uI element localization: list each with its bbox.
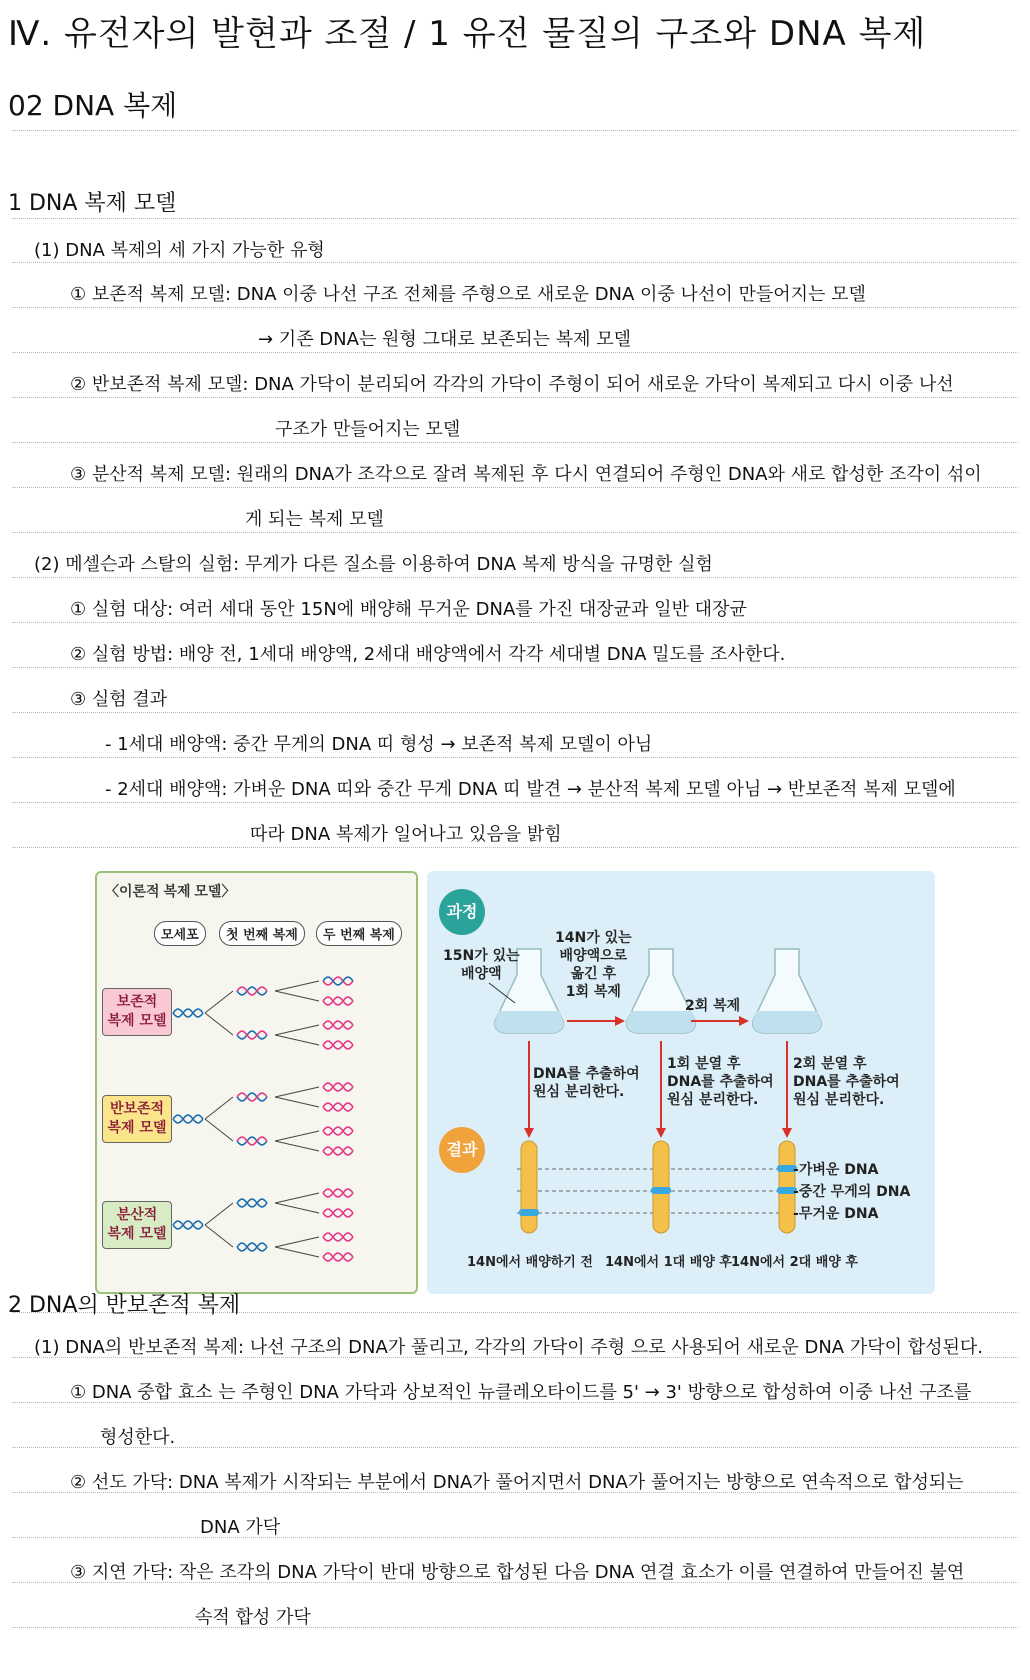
dna-helix-icon (173, 1221, 203, 1229)
dna-helix-icon (323, 1041, 353, 1049)
dna-helix-icon (323, 1147, 353, 1155)
s2-sub3: ③ 지연 가닥: 작은 조각의 DNA 가닥이 반대 방향으로 합성된 다음 DNA 연결 효소가 이를 연결하여 만들어진 불연 (70, 1562, 965, 1583)
item2-sub1: ① 실험 대상: 여러 세대 동안 15N에 배양해 무거운 DNA를 가진 대장균과 일반 대장균 (70, 599, 747, 620)
flask-icon (627, 949, 696, 1033)
experiment-panel (427, 871, 935, 1294)
column-first-replication: 첫 번째 복제 (219, 921, 305, 946)
extract-label-2: 1회 분열 후 DNA를 추출하여 원심 분리한다. (667, 1056, 774, 1108)
item1-sub3: ③ 분산적 복제 모델: 원래의 DNA가 조각으로 잘려 복제된 후 다시 연결되어 주형인 DNA와 새로 합성한 조각이 섞이 (70, 464, 982, 485)
band-label-heavy: -무거운 DNA (793, 1206, 879, 1222)
dna-helix-icon (323, 1103, 353, 1111)
dna-helix-icon (173, 1115, 203, 1123)
item2-dash1: - 1세대 배양액: 중간 무게의 DNA 띠 형성 → 보존적 복제 모델이 아님 (105, 734, 653, 755)
s2-sub1: ① DNA 중합 효소 는 주형인 DNA 가닥과 상보적인 뉴클레오타이드를 5' → 3' 방향으로 합성하여 이중 나선 구조를 (70, 1382, 972, 1403)
tube-caption-gen2: 14N에서 2대 배양 후 (731, 1255, 858, 1270)
flask-label-14n: 14N가 있는 배양액으로 옮긴 후 1회 복제 (555, 930, 632, 1000)
item2-dash2-cont: 따라 DNA 복제가 일어나고 있음을 밝힘 (250, 824, 562, 845)
dna-helix-icon (323, 1083, 353, 1091)
test-tube-icon (651, 1141, 671, 1233)
branch-line (275, 1203, 319, 1213)
arrow-right-icon (691, 1016, 749, 1026)
item2-label: (2) 메셀슨과 스탈의 실험: 무게가 다른 질소를 이용하여 DNA 복제 방식을 규명한 실험 (34, 554, 713, 575)
band-label-light: -가벼운 DNA (793, 1162, 879, 1178)
meselson-stahl-figure (95, 871, 935, 1294)
dna-helix-icon (323, 1021, 353, 1029)
dna-helix-icon (323, 1233, 353, 1241)
dna-helix-icon (237, 987, 267, 995)
extract-label-1: DNA를 추출하여 원심 분리한다. (533, 1066, 640, 1100)
dna-helix-icon (323, 1253, 353, 1261)
arrow-right-icon (567, 1016, 625, 1026)
s2-sub3-cont: 속적 합성 가닥 (195, 1607, 311, 1628)
process-badge: 과정 (439, 889, 485, 935)
column-second-replication: 두 번째 복제 (316, 921, 402, 946)
page-subtitle: 02 DNA 복제 (8, 89, 178, 122)
dna-helix-icon (237, 987, 267, 995)
dna-helix-icon (237, 1243, 267, 1251)
dna-helix-icon (237, 1199, 267, 1207)
dna-helix-icon (237, 1137, 267, 1145)
branch-line (275, 1087, 319, 1097)
tube-caption-before: 14N에서 배양하기 전 (467, 1255, 593, 1270)
flask-icon (753, 949, 822, 1033)
branch-line (205, 1225, 233, 1247)
dna-helix-icon (237, 1243, 267, 1251)
arrow-down-icon (782, 1041, 792, 1138)
branch-line (275, 1035, 319, 1045)
section2-heading: 2 DNA의 반보존적 복제 (8, 1293, 241, 1318)
branch-line (275, 1193, 319, 1203)
dna-helix-icon (323, 1233, 353, 1241)
branch-line (275, 981, 319, 991)
section1-heading: 1 DNA 복제 모델 (8, 191, 177, 216)
dna-helix-icon (323, 1189, 353, 1197)
branch-line (205, 1097, 233, 1119)
branch-line (275, 1237, 319, 1247)
dna-helix-icon (323, 1041, 353, 1049)
dna-helix-icon (323, 977, 353, 985)
dna-helix-icon (237, 1031, 267, 1039)
branch-line (205, 1119, 233, 1141)
theoretical-models-panel (95, 871, 418, 1294)
dna-helix-icon (237, 1093, 267, 1101)
item1-sub3-cont: 게 되는 복제 모델 (245, 509, 384, 530)
dna-helix-icon (323, 1103, 353, 1111)
item1-sub1-cont: → 기존 DNA는 원형 그대로 보존되는 복제 모델 (258, 329, 631, 350)
s2-item1: (1) DNA의 반보존적 복제: 나선 구조의 DNA가 풀리고, 각각의 가닥이 주형 으로 사용되어 새로운 DNA 가닥이 합성된다. (34, 1337, 983, 1358)
dna-helix-icon (323, 1209, 353, 1217)
item2-sub2: ② 실험 방법: 배양 전, 1세대 배양액, 2세대 배양액에서 각각 세대별 DNA 밀도를 조사한다. (70, 644, 786, 665)
dna-helix-icon (237, 1093, 267, 1101)
page-title: Ⅳ. 유전자의 발현과 조절 / 1 유전 물질의 구조와 DNA 복제 (8, 14, 927, 54)
arrow-down-icon (656, 1041, 666, 1138)
item1-sub1: ① 보존적 복제 모델: DNA 이중 나선 구조 전체를 주형으로 새로운 DNA 이중 나선이 만들어지는 모델 (70, 284, 866, 305)
branch-line (205, 1013, 233, 1035)
dna-replication-tree (97, 873, 420, 1296)
s2-sub2: ② 선도 가닥: DNA 복제가 시작되는 부분에서 DNA가 풀어지면서 DNA가 풀어지는 방향으로 연속적으로 합성되는 (70, 1472, 964, 1493)
models-panel-title: 〈이론적 복제 모델〉 (105, 883, 236, 899)
model-dispersive: 분산적 복제 모델 (102, 1201, 172, 1249)
item2-dash2: - 2세대 배양액: 가벼운 DNA 띠와 중간 무게 DNA 띠 발견 → 분산적 복제 모델 아님 → 반보존적 복제 모델에 (105, 779, 956, 800)
dna-helix-icon (237, 1031, 267, 1039)
item1-sub2-cont: 구조가 만들어지는 모델 (275, 419, 461, 440)
dna-helix-icon (323, 1209, 353, 1217)
dna-helix-icon (323, 1189, 353, 1197)
branch-line (275, 1097, 319, 1107)
branch-line (205, 1203, 233, 1225)
branch-line (205, 991, 233, 1013)
test-tube-icon (519, 1141, 539, 1233)
branch-line (275, 991, 319, 1001)
dna-helix-icon (323, 997, 353, 1005)
item1-label: (1) DNA 복제의 세 가지 가능한 유형 (34, 240, 325, 261)
dna-helix-icon (173, 1115, 203, 1123)
dna-helix-icon (323, 1127, 353, 1135)
dna-helix-icon (173, 1009, 203, 1017)
dna-helix-icon (237, 1137, 267, 1145)
column-parent-cell: 모세포 (154, 921, 206, 946)
branch-line (275, 1141, 319, 1151)
model-semiconservative: 반보존적 복제 모델 (102, 1095, 172, 1143)
dna-helix-icon (323, 997, 353, 1005)
dna-helix-icon (173, 1009, 203, 1017)
dna-helix-icon (323, 1147, 353, 1155)
dna-helix-icon (237, 1199, 267, 1207)
dna-helix-icon (323, 1253, 353, 1261)
flask-label-15n: 15N가 있는 배양액 (443, 948, 520, 982)
s2-sub1-cont: 형성한다. (100, 1427, 176, 1448)
dna-helix-icon (173, 1221, 203, 1229)
branch-line (275, 1025, 319, 1035)
arrow-label-second-replication: 2회 복제 (685, 998, 741, 1014)
branch-line (275, 1131, 319, 1141)
dna-helix-icon (323, 1021, 353, 1029)
dna-helix-icon (323, 1127, 353, 1135)
dna-helix-icon (323, 977, 353, 985)
result-badge: 결과 (439, 1127, 485, 1173)
dna-helix-icon (323, 1083, 353, 1091)
tube-caption-gen1: 14N에서 1대 배양 후 (605, 1255, 732, 1270)
band-label-intermediate: -중간 무게의 DNA (793, 1184, 911, 1200)
item2-sub3: ③ 실험 결과 (70, 689, 168, 710)
item1-sub2: ② 반보존적 복제 모델: DNA 가닥이 분리되어 각각의 가닥이 주형이 되어 새로운 가닥이 복제되고 다시 이중 나선 (70, 374, 954, 395)
extract-label-3: 2회 분열 후 DNA를 추출하여 원심 분리한다. (793, 1056, 900, 1108)
branch-line (275, 1247, 319, 1257)
s2-sub2-cont: DNA 가닥 (200, 1517, 281, 1538)
model-conservative: 보존적 복제 모델 (102, 988, 172, 1036)
